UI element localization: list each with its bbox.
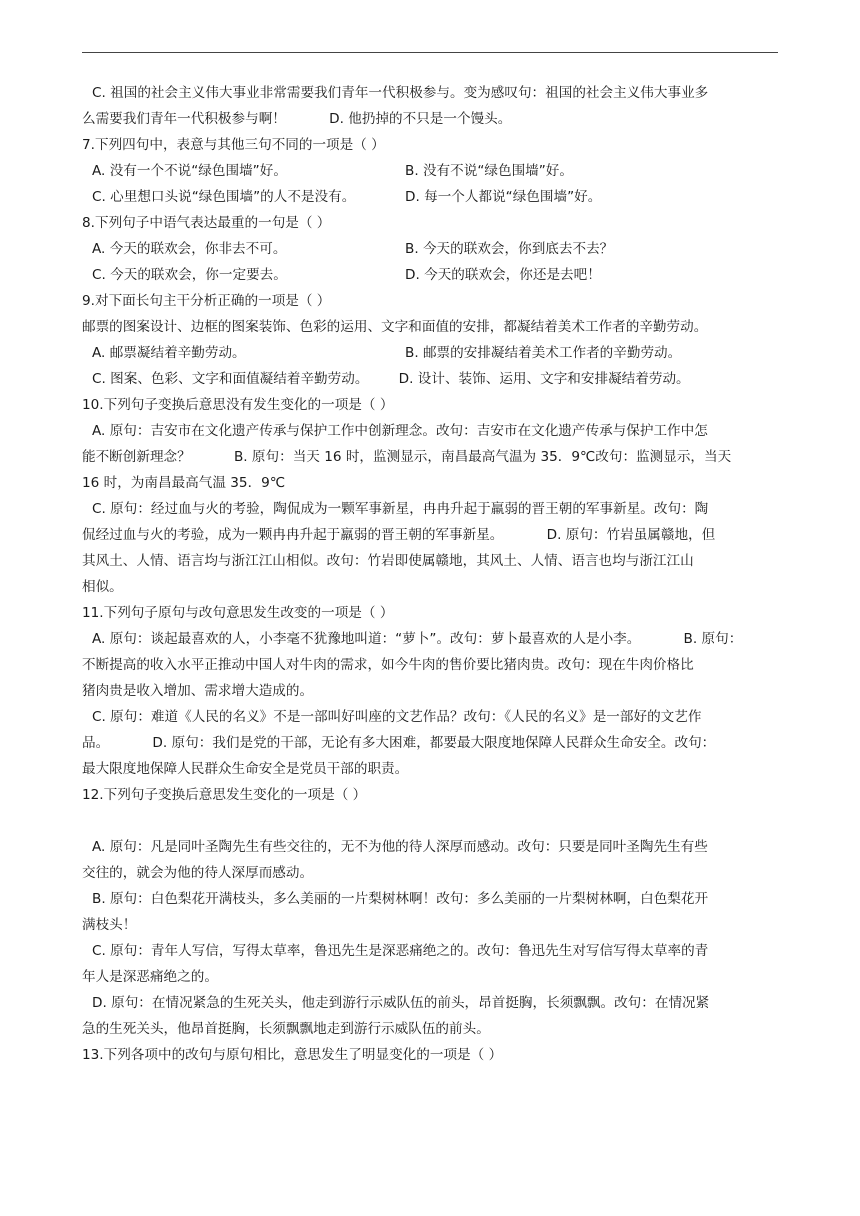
q12-option-c-line1: C. 原句：青年人写信，写得太草率，鲁迅先生是深恶痛绝之的。改句：鲁迅先生对写信写得太草率的青 xyxy=(92,943,709,959)
q10-option-c-line1: C. 原句：经过血与火的考验，陶侃成为一颗军事新星，冉冉升起于羸弱的晋王朝的军事新星。改句：陶 xyxy=(92,501,709,517)
q8-option-d: D. 今天的联欢会，你还是去吧！ xyxy=(405,267,601,283)
q11-option-a-b-line1: A. 原句：谈起最喜欢的人，小李毫不犹豫地叫道：“萝卜”。改句：萝卜最喜欢的人是小李。 B. 原句： xyxy=(92,631,743,647)
q12-option-d-line2: 急的生死关头，他昂首挺胸，长须飘飘地走到游行示威队伍的前头。 xyxy=(82,1021,490,1037)
question-11: 11.下列句子原句与改句意思发生改变的一项是（ ） xyxy=(82,605,394,621)
question-10: 10.下列句子变换后意思没有发生变化的一项是（ ） xyxy=(82,397,394,413)
q8-option-c: C. 今天的联欢会，你一定要去。 xyxy=(92,267,287,283)
q10-option-a-line1: A. 原句：吉安市在文化遗产传承与保护工作中创新理念。改句：吉安市在文化遗产传承与保护工作中怎 xyxy=(92,423,708,439)
header-rule xyxy=(82,52,778,53)
question-8-options-row1 xyxy=(82,236,778,262)
q7-option-a: A. 没有一个不说“绿色围墙”好。 xyxy=(92,163,287,179)
q12-option-b-line2: 满枝头！ xyxy=(82,917,137,933)
q10-option-d-line4: 相似。 xyxy=(82,579,123,595)
q8-option-b: B. 今天的联欢会，你到底去不去？ xyxy=(405,241,614,257)
q12-option-d-line1: D. 原句：在情况紧急的生死关头，他走到游行示威队伍的前头，昂首挺胸，长须飘飘。改句：在情况紧 xyxy=(92,995,710,1011)
q11-option-c-d-line2: 品。 D. 原句：我们是党的干部，无论有多大困难，都要最大限度地保障人民群众生命安全。改句： xyxy=(82,735,716,751)
question-7: 7.下列四句中，表意与其他三句不同的一项是（ ） xyxy=(82,137,385,153)
q12-option-b-line1: B. 原句：白色梨花开满枝头，多么美丽的一片梨树林啊！改句：多么美丽的一片梨树林啊，白色梨花开 xyxy=(92,891,709,907)
q10-option-a-b-line2: 能不断创新理念？ B. 原句：当天 16 时，监测显示，南昌最高气温为 35．9℃改句：监测显示，当天 xyxy=(82,449,732,465)
q12-option-a-line1: A. 原句：凡是同叶圣陶先生有些交往的，无不为他的待人深厚而感动。改句：只要是同叶圣陶先生有些 xyxy=(92,839,708,855)
q12-option-a-line2: 交往的，就会为他的待人深厚而感动。 xyxy=(82,865,314,881)
question-9: 9.对下面长句主干分析正确的一项是（ ） xyxy=(82,293,331,309)
q10-option-b-line3: 16 时，为南昌最高气温 35．9℃ xyxy=(82,475,286,491)
q12-option-c-line2: 年人是深恶痛绝之的。 xyxy=(82,969,218,985)
q7-option-b: B. 没有不说“绿色围墙”好。 xyxy=(405,163,573,179)
q7-option-d: D. 每一个人都说“绿色围墙”好。 xyxy=(405,189,602,205)
q6-option-c-d-line2: 么需要我们青年一代积极参与啊！ D. 他扔掉的不只是一个馒头。 xyxy=(82,111,512,127)
q11-option-c-line1: C. 原句：难道《人民的名义》不是一部叫好叫座的文艺作品？改句：《人民的名义》是一部好的文艺作 xyxy=(92,709,702,725)
question-7-options-row2 xyxy=(82,184,778,210)
q9-option-a: A. 邮票凝结着辛勤劳动。 xyxy=(92,345,246,361)
question-7-options-row1 xyxy=(82,158,778,184)
question-13: 13.下列各项中的改句与原句相比，意思发生了明显变化的一项是（ ） xyxy=(82,1047,503,1063)
question-9-sentence: 邮票的图案设计、边框的图案装饰、色彩的运用、文字和面值的安排，都凝结着美术工作者的辛勤劳动。 xyxy=(82,319,708,335)
q10-option-c-d-line2: 侃经过血与火的考验，成为一颗冉冉升起于羸弱的晋王朝的军事新星。 D. 原句：竹岩虽属赣地，但 xyxy=(82,527,716,543)
q8-option-a: A. 今天的联欢会，你非去不可。 xyxy=(92,241,287,257)
q9-option-b: B. 邮票的安排凝结着美术工作者的辛勤劳动。 xyxy=(405,345,682,361)
q6-option-c-line1: C. 祖国的社会主义伟大事业非常需要我们青年一代积极参与。变为感叹句：祖国的社会主义伟大事业多 xyxy=(92,85,709,101)
q7-option-c: C. 心里想口头说“绿色围墙”的人不是没有。 xyxy=(92,189,356,205)
q11-option-b-line2: 不断提高的收入水平正推动中国人对牛肉的需求，如今牛肉的售价要比猪肉贵。改句：现在牛肉价格比 xyxy=(82,657,694,673)
q11-option-d-line3: 最大限度地保障人民群众生命安全是党员干部的职责。 xyxy=(82,761,409,777)
question-9-options-row1 xyxy=(82,340,778,366)
q11-option-b-line3: 猪肉贵是收入增加、需求增大造成的。 xyxy=(82,683,314,699)
question-12: 12.下列句子变换后意思发生变化的一项是（ ） xyxy=(82,787,367,803)
q10-option-d-line3: 其风土、人情、语言均与浙江江山相似。改句：竹岩即使属赣地，其风土、人情、语言也均与浙江江山 xyxy=(82,553,694,569)
question-9-options-row2: C. 图案、色彩、文字和面值凝结着辛勤劳动。 D. 设计、装饰、运用、文字和安排凝结着劳动。 xyxy=(92,371,690,387)
question-8: 8.下列句子中语气表达最重的一句是（ ） xyxy=(82,215,331,231)
blank-space xyxy=(82,808,778,834)
exam-page-content xyxy=(82,80,778,1068)
question-8-options-row2 xyxy=(82,262,778,288)
